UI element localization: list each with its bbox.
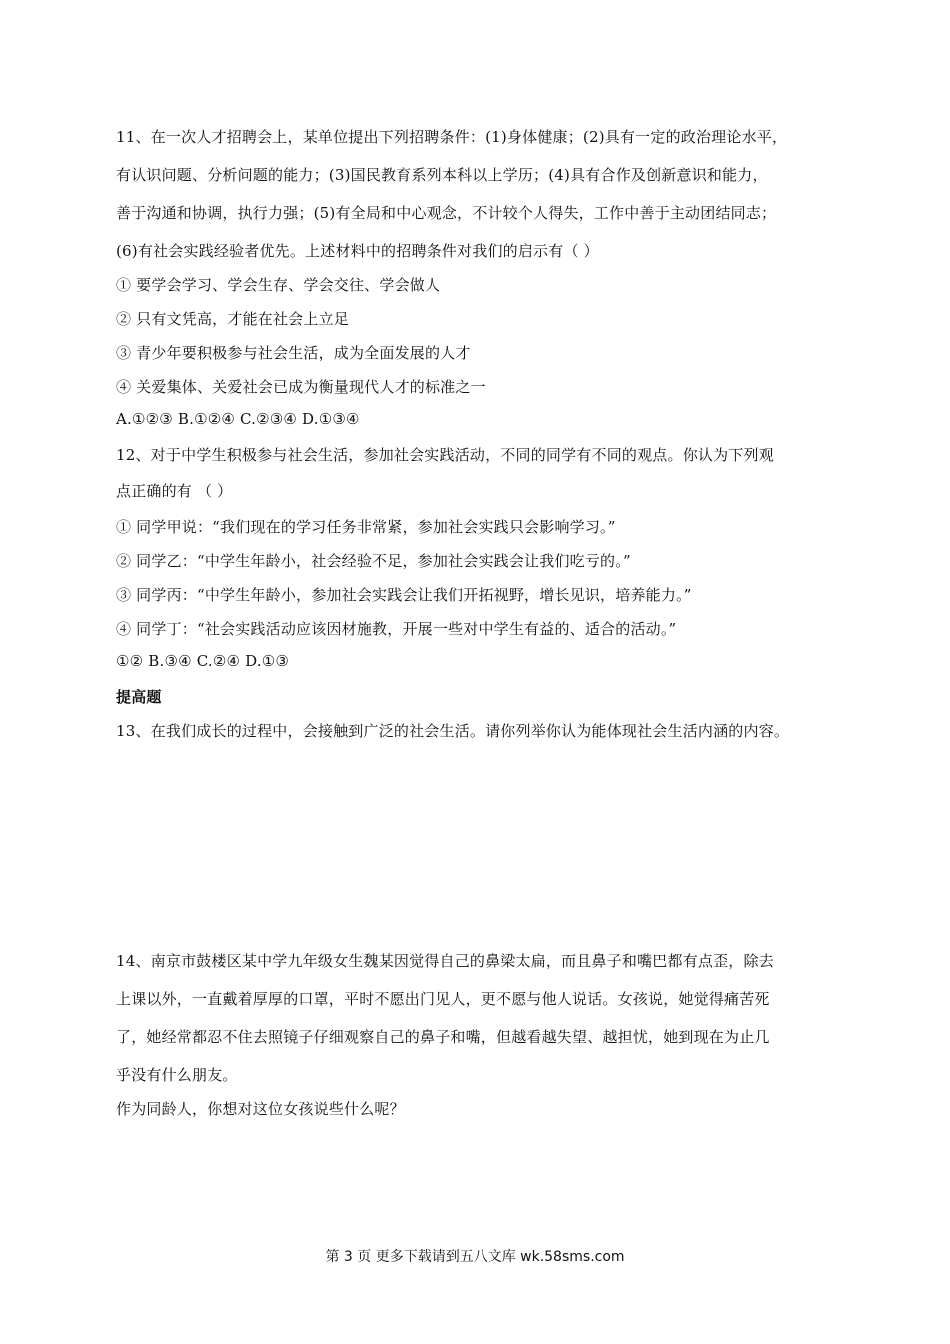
q11-line-1: 11、在一次人才招聘会上，某单位提出下列招聘条件：(1)身体健康；(2)具有一定的政治理论水平，	[116, 128, 788, 146]
q14-line-1: 14、南京市鼓楼区某中学九年级女生魏某因觉得自己的鼻梁太扁，而且鼻子和嘴巴都有点歪，除去	[116, 952, 774, 970]
q12-option-1: ① 同学甲说：“我们现在的学习任务非常紧，参加社会实践只会影响学习。”	[116, 518, 616, 536]
q12-option-2: ② 同学乙：“中学生年龄小，社会经验不足，参加社会实践会让我们吃亏的。”	[116, 552, 631, 570]
q12-choices: ①② B.③④ C.②④ D.①③	[116, 652, 290, 670]
q12-line-1: 12、对于中学生积极参与社会生活，参加社会实践活动，不同的同学有不同的观点。你认为下列观	[116, 446, 774, 464]
q12-option-4: ④ 同学丁：“社会实践活动应该因材施教，开展一些对中学生有益的、适合的活动。”	[116, 620, 677, 638]
q14-line-2: 上课以外，一直戴着厚厚的口罩，平时不愿出门见人，更不愿与他人说话。女孩说，她觉得痛苦死	[116, 990, 770, 1008]
q14-line-4: 乎没有什么朋友。	[116, 1066, 238, 1084]
q11-choices: A.①②③ B.①②④ C.②③④ D.①③④	[116, 410, 360, 428]
q11-line-3: 善于沟通和协调，执行力强；(5)有全局和中心观念，不计较个人得失，工作中善于主动团结同志；	[116, 204, 777, 222]
q11-option-4: ④ 关爱集体、关爱社会已成为衡量现代人才的标准之一	[116, 378, 486, 396]
q11-option-2: ② 只有文凭高，才能在社会上立足	[116, 310, 349, 328]
q12-line-2: 点正确的有 （ ）	[116, 482, 233, 500]
page-footer: 第 3 页 更多下载请到五八文库 wk.58sms.com	[325, 1249, 625, 1265]
q11-line-2: 有认识问题、分析问题的能力；(3)国民教育系列本科以上学历；(4)具有合作及创新意识和能力，	[116, 166, 768, 184]
q11-line-4: (6)有社会实践经验者优先。上述材料中的招聘条件对我们的启示有（ ）	[116, 242, 599, 260]
q14-line-3: 了，她经常都忍不住去照镜子仔细观察自己的鼻子和嘴，但越看越失望、越担忧，她到现在为止几	[116, 1028, 770, 1046]
q12-option-3: ③ 同学丙：“中学生年龄小，参加社会实践会让我们开拓视野，增长见识，培养能力。”	[116, 586, 692, 604]
q14-question: 作为同龄人，你想对这位女孩说些什么呢？	[116, 1100, 405, 1118]
q13-text: 13、在我们成长的过程中，会接触到广泛的社会生活。请你列举你认为能体现社会生活内涵的内容。	[116, 722, 790, 740]
q11-option-1: ① 要学会学习、学会生存、学会交往、学会做人	[116, 276, 441, 294]
q11-option-3: ③ 青少年要积极参与社会生活，成为全面发展的人才	[116, 344, 471, 362]
section-title: 提高题	[116, 688, 162, 706]
